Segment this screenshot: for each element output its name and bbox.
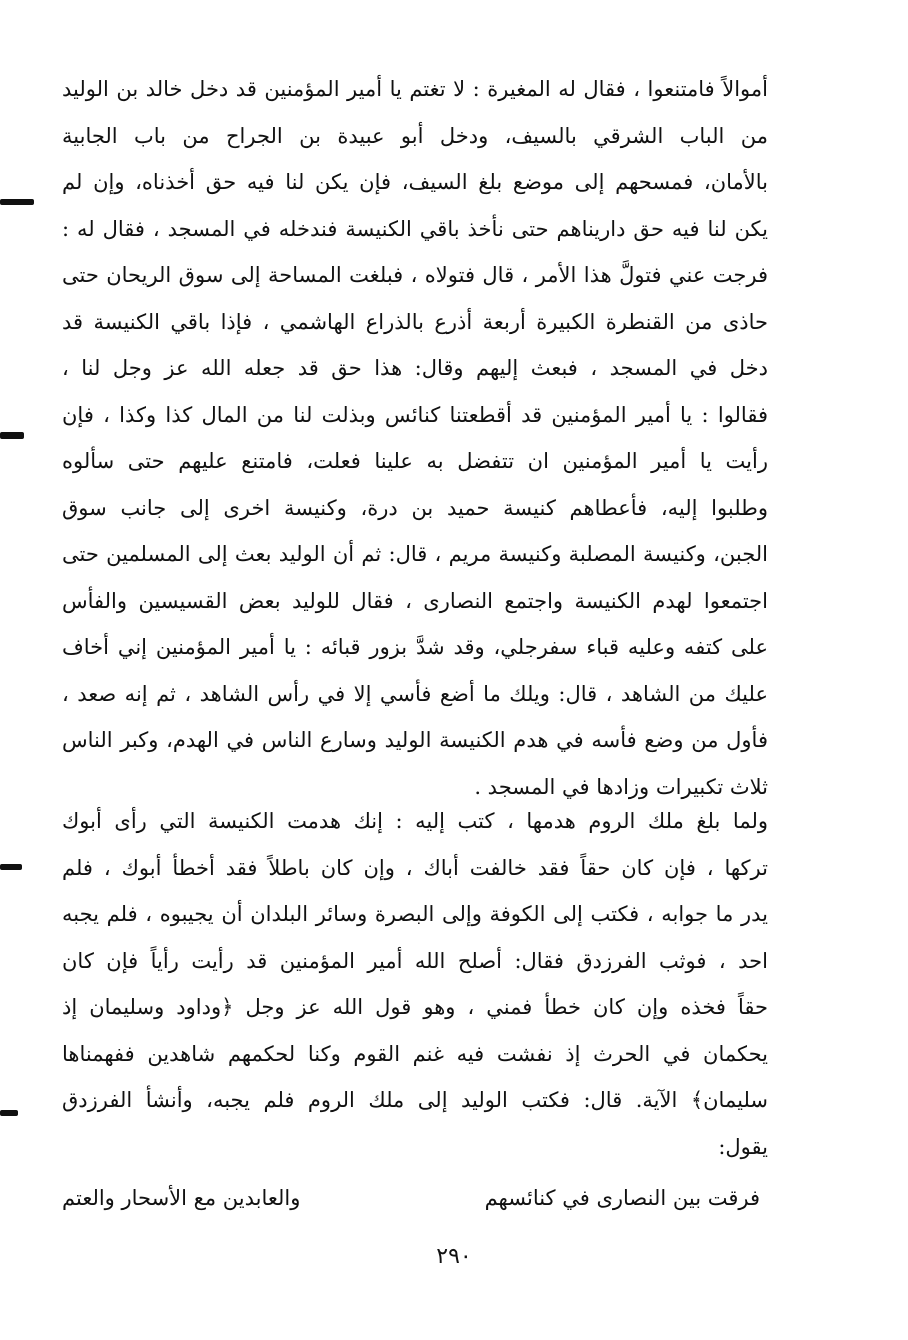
text-line: يقول: — [718, 1134, 768, 1159]
text-line: سليمان﴾ الآية. قال: فكتب الوليد إلى ملك الروم فلم يجبه، وأنشأ الفرزدق — [62, 1088, 768, 1112]
text-line: حاذى من القنطرة الكبيرة أربعة أذرع بالذراع الهاشمي ، فإذا باقي الكنيسة قد — [62, 309, 768, 334]
text-line: أموالاً فامتنعوا ، فقال له المغيرة : لا تغتم يا أمير المؤمنين قد دخل خالد بن الوليد — [62, 77, 768, 101]
poem-verse — [62, 1175, 768, 1221]
margin-mark — [0, 864, 22, 870]
text-line: ثلاث تكبيرات وزادها في المسجد . — [474, 774, 768, 799]
text-line: ولما بلغ ملك الروم هدمها ، كتب إليه : إنك هدمت الكنيسة التي رأى أبوك — [62, 809, 768, 833]
text-line: فرجت عني فتولَّ هذا الأمر ، قال فتولاه ، فبلغت المساحة إلى سوق الريحان حتى — [62, 263, 768, 287]
margin-mark — [0, 1110, 18, 1116]
second-hemistich: والعابدين مع الأسحار والعتم — [62, 1186, 301, 1210]
text-line: عليك من الشاهد ، قال: ويلك ما أضع فأسي إلا في رأس الشاهد ، ثم إنه صعد ، — [62, 681, 768, 706]
text-line: يكن لنا فيه حق داريناهم حتى نأخذ باقي الكنيسة فندخله في المسجد ، فقال له : — [62, 216, 768, 241]
margin-mark — [0, 432, 24, 439]
text-line: يحكمان في الحرث إذ نفشت فيه غنم القوم وكنا لحكمهم شاهدين ففهمناها — [62, 1041, 768, 1066]
text-line: وطلبوا إليه، فأعطاهم كنيسة حميد بن درة، وكنيسة اخرى إلى جانب سوق — [62, 495, 768, 520]
paragraph-1 — [62, 66, 768, 810]
text-line: رأيت يا أمير المؤمنين ان تتفضل به علينا فعلت، فامتنع عليهم حتى سألوه — [62, 449, 768, 473]
first-hemistich: فرقت بين النصارى في كنائسهم — [484, 1186, 760, 1210]
text-line: دخل في المسجد ، فبعث إليهم وقال: هذا حق قد جعله الله عز وجل لنا ، — [62, 356, 768, 380]
text-line: يدر ما جوابه ، فكتب إلى الكوفة وإلى البصرة وسائر البلدان أن يجيبوه ، فلم يجبه — [62, 902, 768, 926]
text-line: حقاً فخذه وإن كان خطأ فمني ، وهو قول الله عز وجل ﴿وداود وسليمان إذ — [62, 995, 768, 1019]
text-line: بالأمان، فمسحهم إلى موضع بلغ السيف، فإن يكن لنا فيه حق أخذناه، وإن لم — [62, 170, 768, 194]
text-line: على كتفه وعليه قباء سفرجلي، وقد شدَّ بزور قبائه : يا أمير المؤمنين إني أخاف — [62, 635, 768, 659]
text-line: فقالوا : يا أمير المؤمنين قد أقطعتنا كنائس وبذلت لنا من المال كذا وكذا ، فإن — [62, 402, 768, 427]
text-line: تركها ، فإن كان حقاً فقد خالفت أباك ، وإن كان باطلاً فقد أخطأ أبوك ، فلم — [62, 855, 768, 880]
margin-mark — [0, 199, 34, 205]
text-line: الجبن، وكنيسة المصلبة وكنيسة مريم ، قال: ثم أن الوليد بعث إلى المسلمين حتى — [62, 542, 768, 566]
text-line: احد ، فوثب الفرزدق فقال: أصلح الله أمير المؤمنين قد رأيت رأياً فإن كان — [62, 948, 768, 973]
text-line: من الباب الشرقي بالسيف، ودخل أبو عبيدة بن الجراح من باب الجابية — [62, 123, 768, 148]
text-line: فأول من وضع فأسه في هدم الكنيسة الوليد وسارع الناس في الهدم، وكبر الناس — [62, 728, 768, 752]
paragraph-2 — [62, 798, 768, 1170]
text-line: اجتمعوا لهدم الكنيسة واجتمع النصارى ، فقال للوليد بعض القسيسين والفأس — [62, 588, 768, 613]
page-number: ٢٩٠ — [436, 1244, 472, 1269]
